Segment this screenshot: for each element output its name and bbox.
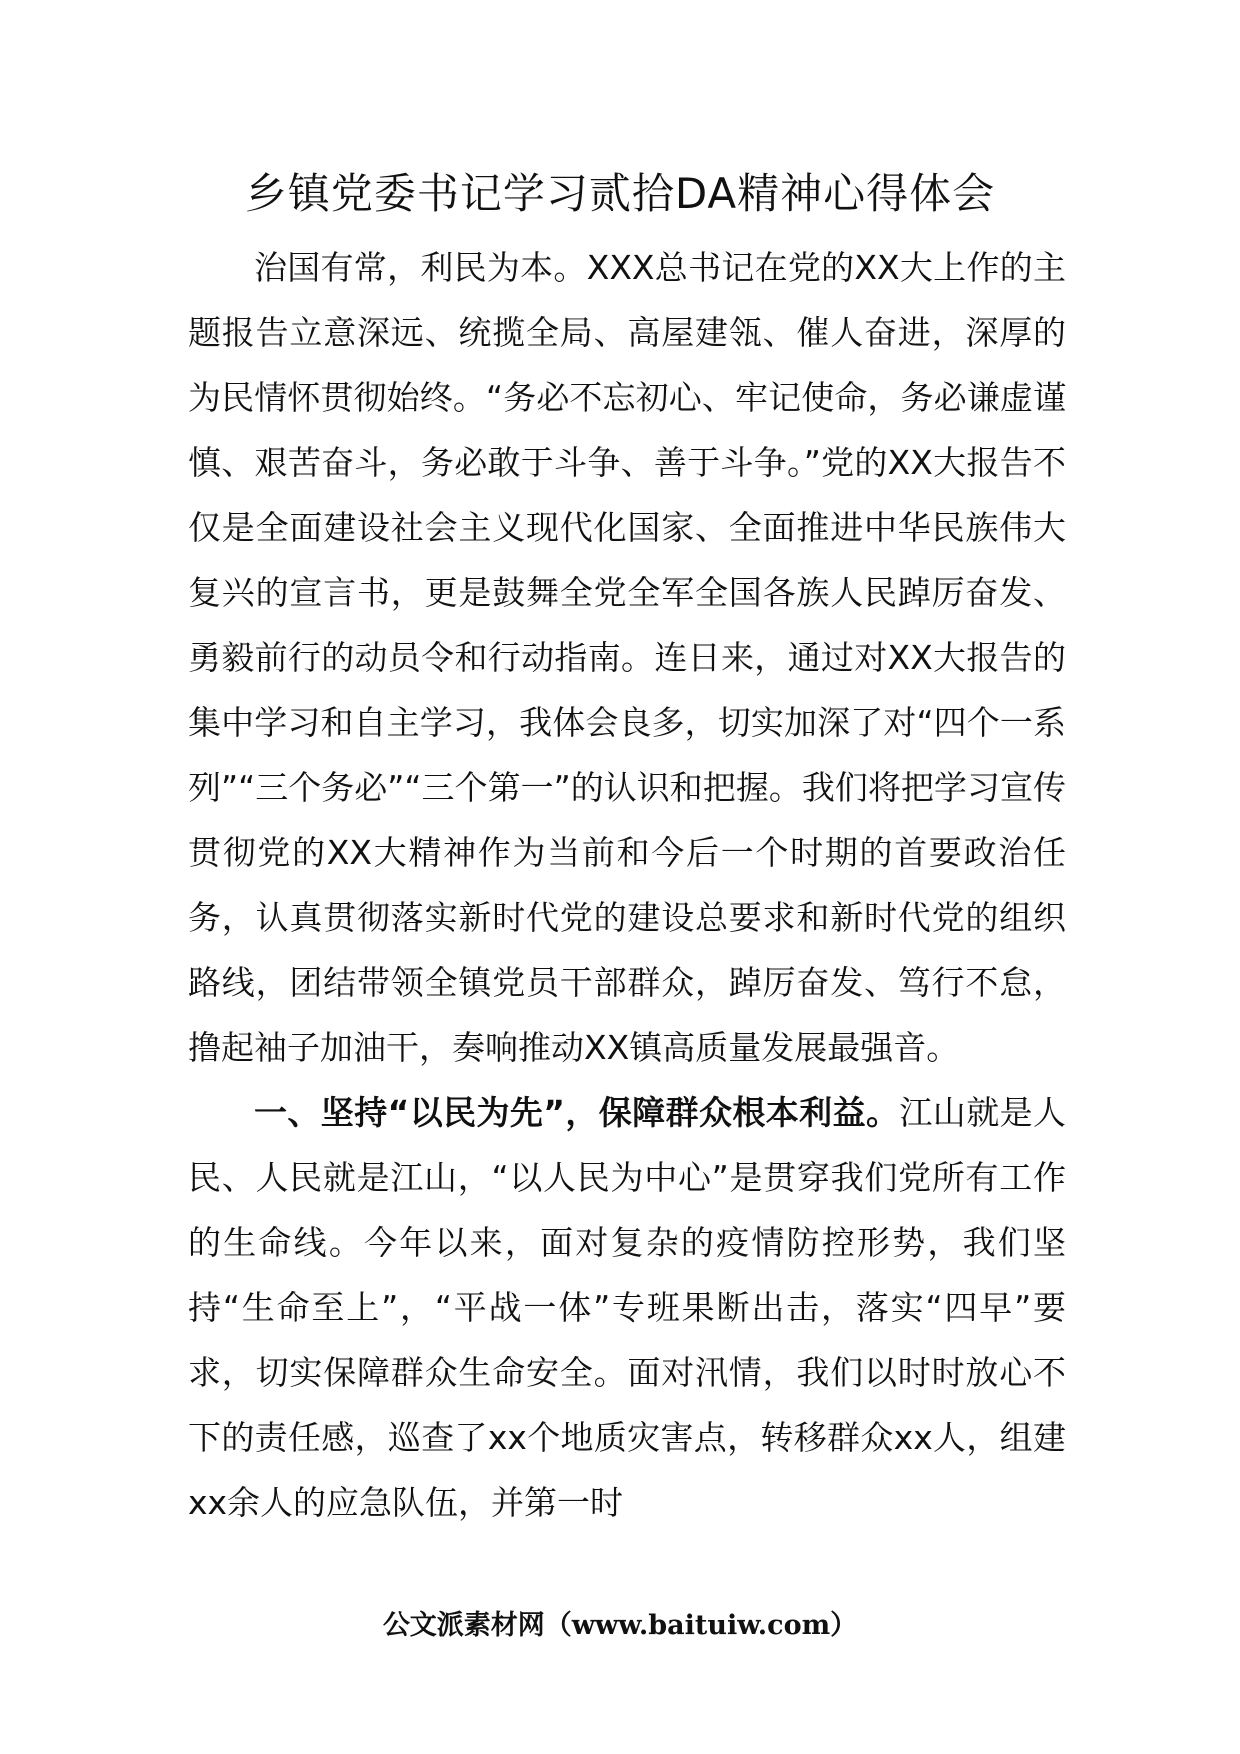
section-one-text: 江山就是人民、人民就是江山，“以人民为中心”是贯穿我们党所有工作的生命线。今年以来，面对复杂的疫情防控形势，我们坚持“生命至上”，“平战一体”专班果断出击，落实“四早”要求，切实保障群众生命安全。面对汛情，我们以时时放心不下的责任感，巡查了xx个地质灾害点，转移群众xx人，组建xx余人的应急队伍，并第一时: [188, 1093, 1066, 1522]
section-one-heading: 一、坚持“以民为先”，保障群众根本利益。: [254, 1093, 900, 1132]
document-body: [188, 235, 1066, 1535]
paragraph-section-one: [188, 1080, 1066, 1535]
footer-source: 公文派素材网（www.baituiw.com）: [382, 1610, 858, 1641]
document-title: 乡镇党委书记学习贰拾DA精神心得体会: [244, 169, 996, 218]
paragraph-intro: [188, 235, 1066, 1080]
paragraph-intro-text: 治国有常，利民为本。XXX总书记在党的XX大上作的主题报告立意深远、统揽全局、高屋建瓴、催人奋进，深厚的为民情怀贯彻始终。“务必不忘初心、牢记使命，务必谦虚谨慎、艰苦奋斗，务必敢于斗争、善于斗争。”党的XX大报告不仅是全面建设社会主义现代化国家、全面推进中华民族伟大复兴的宣言书，更是鼓舞全党全军全国各族人民踔厉奋发、勇毅前行的动员令和行动指南。连日来，通过对XX大报告的集中学习和自主学习，我体会良多，切实加深了对“四个一系列”“三个务必”“三个第一”的认识和把握。我们将把学习宣传贯彻党的XX大精神作为当前和今后一个时期的首要政治任务，认真贯彻落实新时代党的建设总要求和新时代党的组织路线，团结带领全镇党员干部群众，踔厉奋发、笃行不怠，撸起袖子加油干，奏响推动XX镇高质量发展最强音。: [188, 248, 1066, 1067]
